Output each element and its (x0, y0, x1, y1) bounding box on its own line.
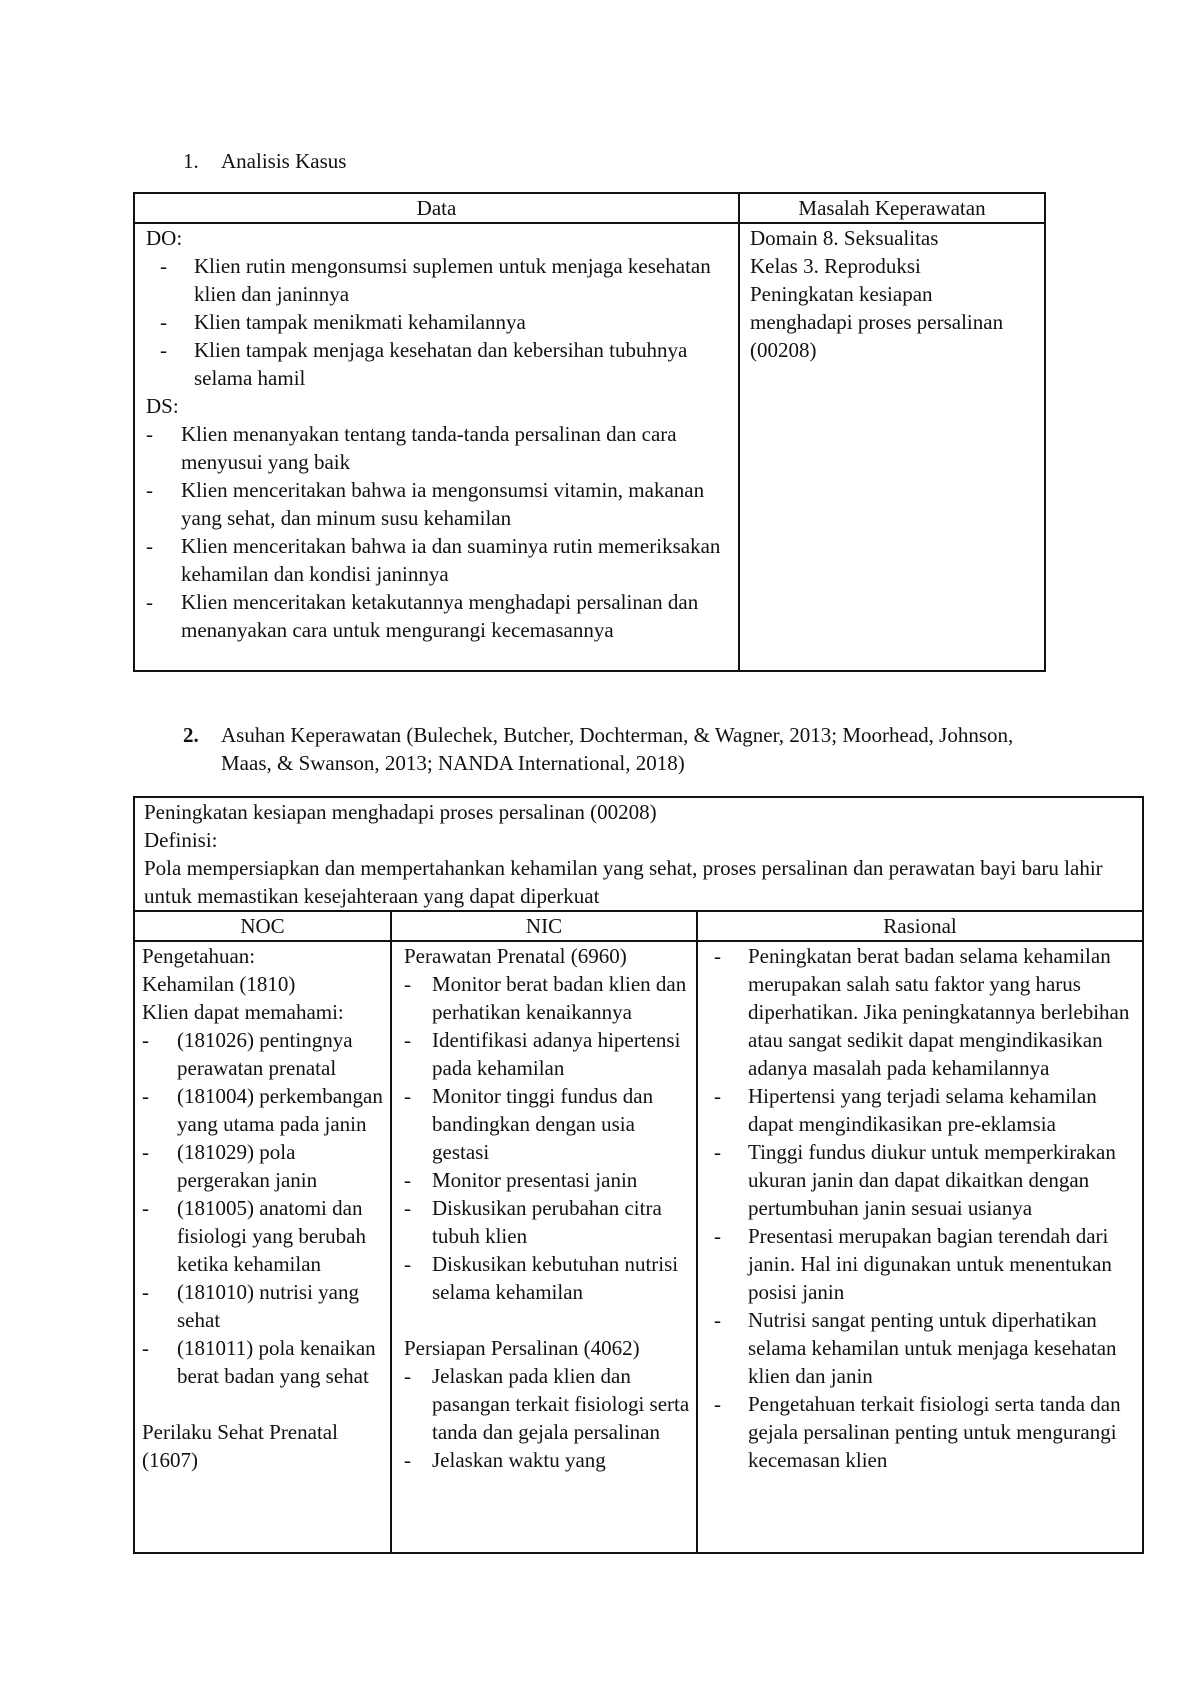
diagnosis-cell (134, 797, 1143, 911)
list-item: - Diskusikan kebutuhan nutrisi selama kehamilan (404, 1250, 692, 1306)
definition-label: Definisi: (144, 828, 218, 852)
list-item: - Tinggi fundus diukur untuk memperkirakan ukuran janin dan dapat dikaitkan dengan pertumbuhan janin sesuai usianya (714, 1138, 1136, 1222)
list-item: - Klien menceritakan ketakutannya menghadapi persalinan dan menanyakan cara untuk mengurangi kecemasannya (146, 588, 732, 644)
col-noc-header: NOC (134, 911, 391, 941)
list-item: - Jelaskan waktu yang (404, 1446, 692, 1474)
problem-cell (739, 223, 1045, 671)
nic-cell (391, 941, 697, 1553)
list-item: - Monitor presentasi janin (404, 1166, 692, 1194)
list-item: - Identifikasi adanya hipertensi pada kehamilan (404, 1026, 692, 1082)
do-list (146, 252, 732, 392)
list-item: - Hipertensi yang terjadi selama kehamilan dapat mengindikasikan pre-eklamsia (714, 1082, 1136, 1138)
ds-list (146, 420, 732, 644)
list-item: - Peningkatan berat badan selama kehamilan merupakan salah satu faktor yang harus diperhatikan. Jika peningkatannya berlebihan atau sangat sedikit dapat mengindikasikan adanya masalah pada kehamilannya (714, 942, 1136, 1082)
do-label: DO: (146, 226, 183, 250)
rasional-list (714, 942, 1136, 1474)
list-item: - Klien menanyakan tentang tanda-tanda persalinan dan cara menyusui yang baik (146, 420, 732, 476)
list-item: - Pengetahuan terkait fisiologi serta tanda dan gejala persalinan penting untuk mengurangi kecemasan klien (714, 1390, 1136, 1474)
analysis-table (133, 192, 1046, 672)
header-problem: Masalah Keperawatan (739, 193, 1045, 223)
noc-list (142, 1026, 386, 1390)
list-item: - (181026) pentingnya perawatan prenatal (142, 1026, 386, 1082)
rasional-cell (697, 941, 1143, 1553)
list-item: - Klien tampak menjaga kesehatan dan kebersihan tubuhnya selama hamil (146, 336, 732, 392)
noc-outcome-2: Perilaku Sehat Prenatal (1607) (142, 1420, 338, 1472)
ds-label: DS: (146, 394, 179, 418)
list-item: - Presentasi merupakan bagian terendah dari janin. Hal ini digunakan untuk menentukan posisi janin (714, 1222, 1136, 1306)
definition-text: Pola mempersiapkan dan mempertahankan kehamilan yang sehat, proses persalinan dan perawatan bayi baru lahir untuk memastikan kesejahteraan yang dapat diperkuat (144, 856, 1103, 908)
col-rasional-header: Rasional (697, 911, 1143, 941)
noc-outcome: Kehamilan (1810) (142, 972, 296, 996)
section2-heading (183, 721, 1063, 777)
list-item: - (181029) pola pergerakan janin (142, 1138, 386, 1194)
problem-domain: Domain 8. Seksualitas (750, 226, 939, 250)
list-item: - Klien rutin mengonsumsi suplemen untuk menjaga kesehatan klien dan janinnya (146, 252, 732, 308)
list-item: - Klien tampak menikmati kehamilannya (146, 308, 732, 336)
list-item: - Klien menceritakan bahwa ia dan suaminya rutin memeriksakan kehamilan dan kondisi janinnya (146, 532, 732, 588)
problem-diagnosis: Peningkatan kesiapan menghadapi proses persalinan (00208) (750, 282, 1004, 362)
nic-group-2: Persiapan Persalinan (4062) (404, 1336, 640, 1360)
list-item: - Klien menceritakan bahwa ia mengonsumsi vitamin, makanan yang sehat, dan minum susu kehamilan (146, 476, 732, 532)
section1-title: Analisis Kasus (221, 149, 347, 173)
list-item: - (181004) perkembangan yang utama pada janin (142, 1082, 386, 1138)
section2-number: 2. (183, 723, 199, 747)
noc-intro: Klien dapat memahami: (142, 1000, 344, 1024)
section1-number: 1. (183, 149, 199, 173)
list-item: - (181011) pola kenaikan berat badan yang sehat (142, 1334, 386, 1390)
noc-cell (134, 941, 391, 1553)
section1-heading (183, 147, 346, 175)
nic-group-1: Perawatan Prenatal (6960) (404, 944, 627, 968)
col-nic-header: NIC (391, 911, 697, 941)
diagnosis-title: Peningkatan kesiapan menghadapi proses persalinan (00208) (144, 800, 657, 824)
nic-list-1 (404, 970, 692, 1306)
list-item: - Monitor berat badan klien dan perhatikan kenaikannya (404, 970, 692, 1026)
list-item: - Monitor tinggi fundus dan bandingkan dengan usia gestasi (404, 1082, 692, 1166)
care-plan-table (133, 796, 1144, 1554)
section2-title: Asuhan Keperawatan (Bulechek, Butcher, Dochterman, & Wagner, 2013; Moorhead, Johnson, Maas, & Swanson, 2013; NANDA International, 2018) (221, 723, 1014, 775)
list-item: - Jelaskan pada klien dan pasangan terkait fisiologi serta tanda dan gejala persalinan (404, 1362, 692, 1446)
problem-class: Kelas 3. Reproduksi (750, 254, 921, 278)
list-item: - Nutrisi sangat penting untuk diperhatikan selama kehamilan untuk menjaga kesehatan klien dan janin (714, 1306, 1136, 1390)
header-data: Data (134, 193, 739, 223)
list-item: - Diskusikan perubahan citra tubuh klien (404, 1194, 692, 1250)
nic-list-2 (404, 1362, 692, 1474)
list-item: - (181005) anatomi dan fisiologi yang berubah ketika kehamilan (142, 1194, 386, 1278)
data-cell (134, 223, 739, 671)
noc-label: Pengetahuan: (142, 944, 256, 968)
list-item: - (181010) nutrisi yang sehat (142, 1278, 386, 1334)
